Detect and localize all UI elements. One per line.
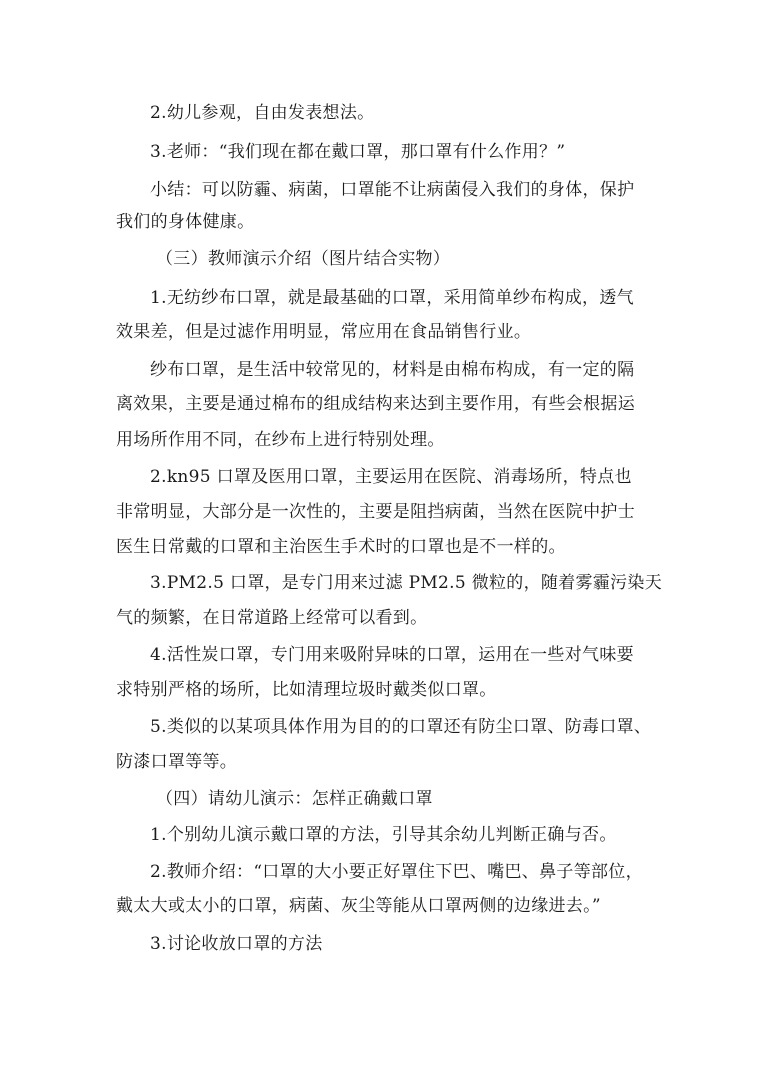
text-line: 2.幼儿参观，自由发表想法。 (150, 103, 375, 123)
text-line: 5.类似的以某项具体作用为目的的口罩还有防尘口罩、防毒口罩、 (150, 717, 652, 737)
text-line: 纱布口罩，是生活中较常见的，材料是由棉布构成，有一定的隔 (150, 360, 635, 380)
text-line: 我们的身体健康。 (116, 212, 255, 232)
text-line: 气的频繁，在日常道路上经常可以看到。 (116, 608, 428, 628)
text-line: 非常明显，大部分是一次性的，主要是阻挡病菌，当然在医院中护士 (116, 502, 635, 522)
section-heading: （三）教师演示介绍（图片结合实物） (156, 249, 451, 269)
text-line: 3.老师：“我们现在都在戴口罩，那口罩有什么作用？” (150, 142, 566, 162)
text-line: 离效果，主要是通过棉布的组成结构来达到主要作用，有些会根据运 (116, 394, 635, 414)
text-line: 3.PM2.5 口罩，是专门用来过滤 PM2.5 微粒的，随着雾霾污染天 (150, 573, 662, 593)
text-line: 2.kn95 口罩及医用口罩，主要运用在医院、消毒场所，特点也 (150, 467, 632, 487)
text-line: 小结：可以防霾、病菌，口罩能不让病菌侵入我们的身体，保护 (150, 180, 635, 200)
text-line: 求特别严格的场所，比如清理垃圾时戴类似口罩。 (116, 680, 497, 700)
text-line: 戴太大或太小的口罩，病菌、灰尘等能从口罩两侧的边缘进去。” (116, 896, 601, 916)
text-line: 防漆口罩等等。 (116, 752, 238, 772)
text-line: 3.讨论收放口罩的方法 (150, 934, 323, 954)
text-line: 4.活性炭口罩，专门用来吸附异味的口罩，运用在一些对气味要 (150, 645, 634, 665)
text-line: 2.教师介绍：“口罩的大小要正好罩住下巴、嘴巴、鼻子等部位， (150, 862, 643, 882)
text-line: 用场所作用不同，在纱布上进行特别处理。 (116, 430, 445, 450)
text-line: 效果差，但是过滤作用明显，常应用在食品销售行业。 (116, 322, 532, 342)
section-heading: （四）请幼儿演示：怎样正确戴口罩 (156, 789, 433, 809)
text-line: 医生日常戴的口罩和主治医生手术时的口罩也是不一样的。 (116, 537, 566, 557)
text-line: 1.个别幼儿演示戴口罩的方法，引导其余幼儿判断正确与否。 (150, 825, 617, 845)
text-line: 1.无纺纱布口罩，就是最基础的口罩，采用简单纱布构成，透气 (150, 288, 634, 308)
